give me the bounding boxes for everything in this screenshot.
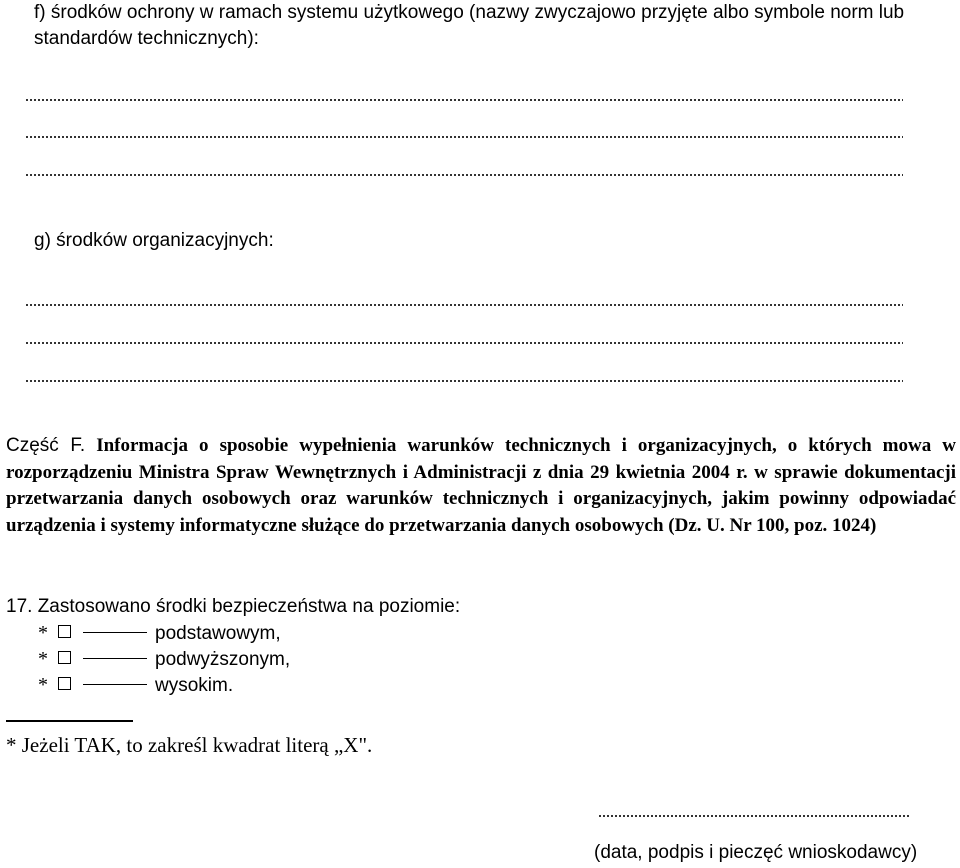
checkbox-basic[interactable]	[58, 625, 71, 638]
option-marker: *	[38, 622, 48, 644]
answer-line-g-2[interactable]	[25, 342, 903, 344]
checkbox-elevated[interactable]	[58, 651, 71, 664]
option-marker: *	[38, 648, 48, 670]
option-elevated[interactable]	[38, 646, 290, 672]
footnote-text: * Jeżeli TAK, to zakreśl kwadrat literą „X".	[6, 733, 373, 757]
option-label: podstawowym,	[155, 623, 281, 644]
footnote-separator	[6, 720, 133, 722]
part-f-heading	[6, 433, 956, 539]
option-label: wysokim.	[155, 675, 234, 696]
section-f-text: f) środków ochrony w ramach systemu użytkowego (nazwy zwyczajowo przyjęte albo symbole norm lub standardów technicznych):	[34, 2, 905, 49]
part-f-label: Część F.	[6, 435, 86, 456]
option-high[interactable]	[38, 672, 233, 698]
signature-label: (data, podpis i pieczęć wnioskodawcy)	[594, 842, 918, 863]
signature-line[interactable]	[598, 815, 911, 817]
answer-line-g-3[interactable]	[25, 380, 903, 382]
option-label: podwyższonym,	[155, 649, 291, 670]
dash-line	[83, 684, 147, 685]
option-marker: *	[38, 674, 48, 696]
answer-line-f-1[interactable]	[25, 99, 903, 101]
question-17: 17. Zastosowano środki bezpieczeństwa na poziomie:	[6, 596, 461, 617]
answer-line-f-3[interactable]	[25, 174, 903, 176]
answer-line-g-1[interactable]	[25, 304, 903, 306]
section-g-text: g) środków organizacyjnych:	[34, 230, 274, 251]
part-f-description: Informacja o sposobie wypełnienia warunków technicznych i organizacyjnych, o których mowa w rozporządzeniu Ministra Spraw Wewnętrznych i Administracji z dnia 29 kwietnia 2004 r. w sprawie dokumentacji przetwarzania danych osobowych oraz warunków technicznych i organizacyjnych, jakim powinny odpowiadać urządzenia i systemy informatyczne służące do przetwarzania danych osobowych (Dz. U. Nr 100, poz. 1024)	[6, 435, 956, 536]
dash-line	[83, 658, 147, 659]
checkbox-high[interactable]	[58, 677, 71, 690]
option-basic[interactable]	[38, 620, 281, 646]
answer-line-f-2[interactable]	[25, 136, 903, 138]
dash-line	[83, 632, 147, 633]
